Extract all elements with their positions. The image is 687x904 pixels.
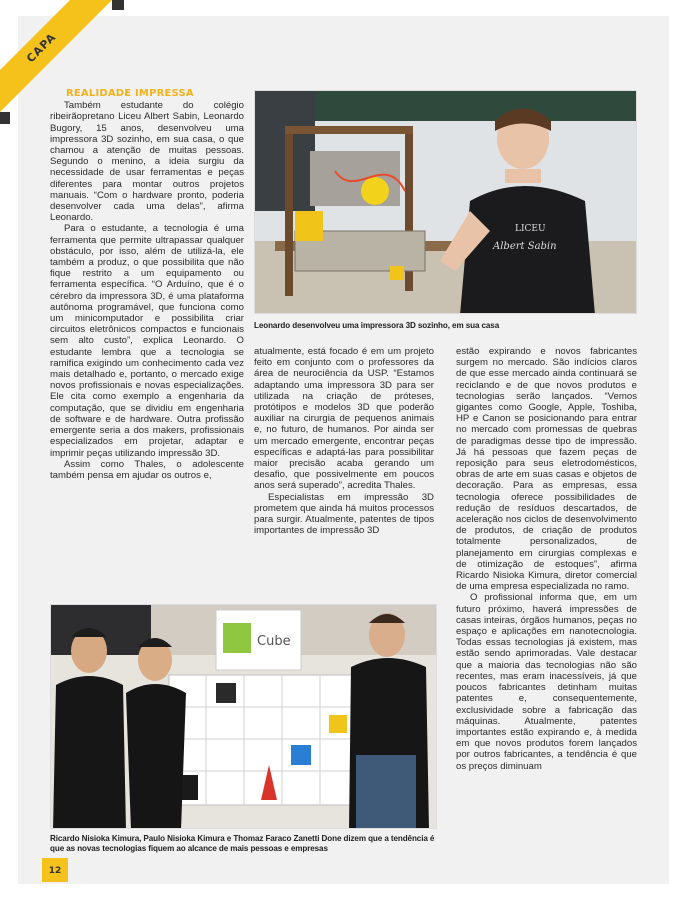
cube-sign-text: Cube xyxy=(257,634,291,649)
paragraph: Assim como Thales, o adolescente também pensa em ajudar os outros e, xyxy=(50,458,244,481)
shirt-text-albert-sabin: Albert Sabin xyxy=(493,241,557,252)
paragraph: O profissional informa que, em um futuro próximo, haverá impressões de casas inteiras, órgãos humanos, peças no espaço e aplicações em nanotecnologia. Todas essas tecnologias já existem, mas estão sendo aprimoradas. Vale destacar que a maioria das tecnologias não são recentes, mas eram inacessíveis, já que poucos fabricantes detinham muitas patentes e, consequentemente, exclusividade sobre a fabricação das máquinas. Atualmente, patentes importantes estão expirando e, à medida em que novos produtos forem lançados por outros fabricantes, a tendência é que os preços diminuam xyxy=(456,592,637,772)
photo-leonardo-illustration xyxy=(255,91,637,314)
paragraph: Também estudante do colégio ribeirãopretano Liceu Albert Sabin, Leonardo Bugory, 15 anos, desenvolveu uma impressora 3D sozinho, em sua casa, o que chamou a atenção de muitas pessoas. Segundo o menino, a ideia surgiu da necessidade de usar ferramentas e peças diferentes para montar outros projetos manuais. “Com o hardware pronto, poderia desenvolver cada uma delas”, afirma Leonardo. xyxy=(50,100,244,224)
photo-leonardo-printer xyxy=(254,90,637,314)
paragraph: Para o estudante, a tecnologia é uma ferramenta que permite ultrapassar qualquer obstáculo, por isso, além de utilizá-la, ele também a produz, o que possibilita que não fique restrito a um equipamento ou ferramenta específica. “O Arduíno, que é o cérebro da impressora 3D, é uma plataforma autônoma programável, que funciona como um minicomputador e possibilita criar circuitos eletrônicos compactos e funcionais sem alto custo”, explica Leonardo. O estudante lembra que a tecnologia se ramifica exigindo um conhecimento cada vez mais detalhado e, portanto, o mercado exige novos profissionais e novas especializações. Ele cita como exemplo a engenharia da computação, que se dividiu em engenharia de software e de hardware. Outra profissão emergente seria a dos makers, profissionais especializados em projetar, adaptar e imprimir peças utilizando impressão 3D. xyxy=(50,223,244,459)
paragraph: estão expirando e novos fabricantes surgem no mercado. São indícios claros de que esse mercado ainda continuará se reciclando e de que novos produtos e tecnologias serão lançados. “Vemos gigantes como Google, Apple, Toshiba, HP e Canon se posicionando para entrar no mercado com promessas de quebras de paradigmas desse tipo de impressão. Já há pessoas que fazem peças de reposição para seus eletrodomésticos, obras de arte em suas casas e objetos de decoração. Para as empresas, essa tecnologia oferece possibilidades de redução de resíduos descartados, de aceleração nos ciclos de desenvolvimento de produtos, de criação de produtos totalmente personalizados, de planejamento em cirurgias complexas e de otimização de estoques”, afirma Ricardo Nisioka Kimura, diretor comercial de uma empresa especializada no ramo. xyxy=(456,346,637,593)
photo-team-illustration xyxy=(51,605,437,829)
shirt-text-liceu: LICEU xyxy=(515,224,546,234)
article-column-3 xyxy=(456,346,637,858)
photo-caption-team: Ricardo Nisioka Kimura, Paulo Nisioka Kimura e Thomaz Faraco Zanetti Done dizem que a tendência é que as novas tecnologias fiquem ao alcance de mais pessoas e empresas xyxy=(50,834,435,853)
page-number: 12 xyxy=(48,866,62,876)
photo-caption-leonardo: Leonardo desenvolveu uma impressora 3D sozinho, em sua casa xyxy=(254,321,500,330)
article-column-1 xyxy=(50,88,244,580)
paragraph: Especialistas em impressão 3D prometem que ainda há muitos processos para surgir. Atualmente, patentes de tipos importantes de impressão 3D xyxy=(254,491,434,537)
section-label: CAPA xyxy=(24,30,59,66)
paragraph: atualmente, está focado é em um projeto feito em conjunto com o professores da área de neurociência da USP. “Estamos adaptando uma impressora 3D para ser utilizada na criação de próteses, protótipos e modelos 3D que poderão auxiliar na cirurgia de pequenos animais e, no futuro, de humanos. Por ainda ser um mercado emergente, encontrar peças específicas e adaptá-las para possibilitar maior precisão acaba gerando um desafio, que possivelmente em poucos anos será superado”, acredita Thales. xyxy=(254,346,434,492)
section-title: REALIDADE IMPRESSA xyxy=(66,88,194,99)
article-column-2 xyxy=(254,346,434,586)
photo-kimura-team xyxy=(50,604,437,829)
